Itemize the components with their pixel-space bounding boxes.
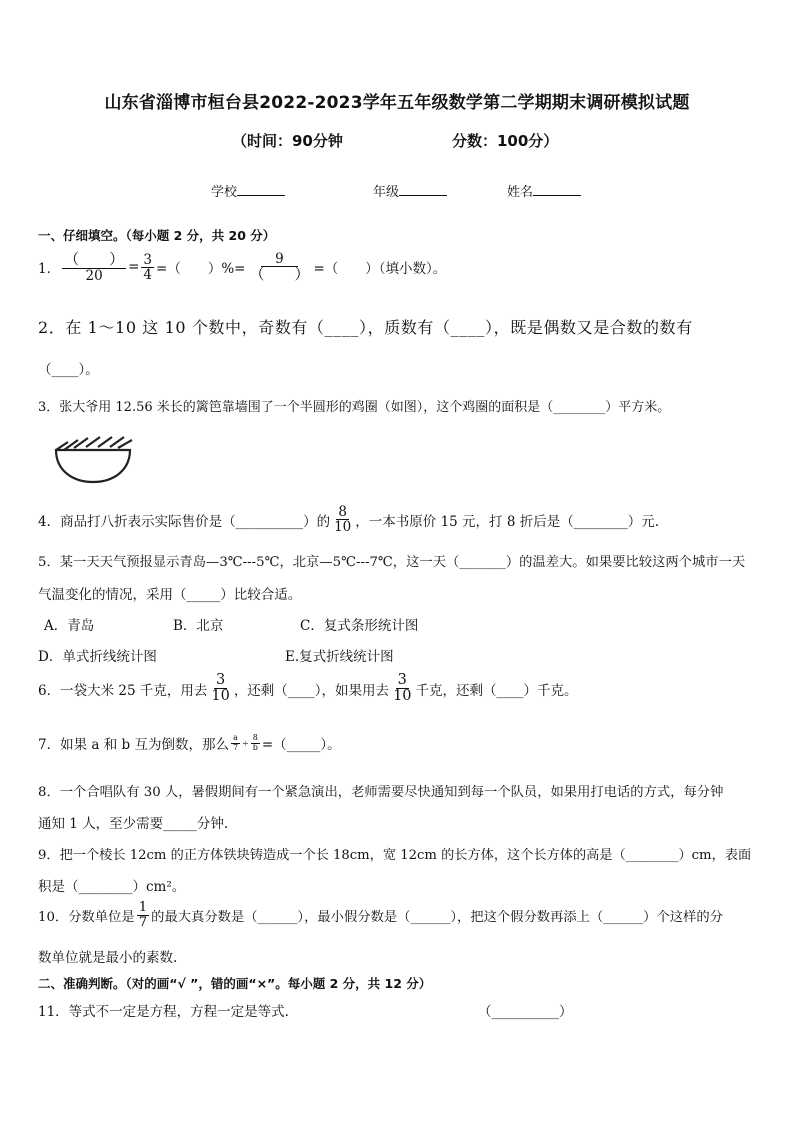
name-blank[interactable] xyxy=(533,183,581,196)
school-field xyxy=(211,181,285,200)
q1-den-1: 20 xyxy=(85,267,103,284)
q1-fraction-3: $\frac{9}{( )}$ xyxy=(249,251,310,284)
question-10: 10．分数单位是 $\frac{1}{7}$ 的最大真分数是（______），最小假分数是（______），把这个假分数再添上（______）个这样的分 xyxy=(38,900,723,930)
question-1 xyxy=(38,252,446,283)
grade-label: 年级 xyxy=(373,185,400,200)
q5-option-b[interactable]: B．北京 xyxy=(173,618,224,634)
q1-equals: = xyxy=(128,259,140,276)
q1-blank-numerator[interactable]: （ ） xyxy=(64,250,125,268)
name-field xyxy=(507,181,581,200)
q5-option-c[interactable]: C．复式条形统计图 xyxy=(300,618,419,634)
question-5-line-2: 气温变化的情况，采用（_____）比较合适。 xyxy=(38,587,302,603)
q5-option-e[interactable]: E.复式折线统计图 xyxy=(285,649,394,665)
question-10-line-2: 数单位就是最小的素数. xyxy=(38,950,178,966)
exam-time: （时间：90分钟 xyxy=(232,132,343,150)
section-2-heading: 二、准确判断。（对的画“√ ”，错的画“×”。每小题 2 分，共 12 分） xyxy=(38,976,432,991)
semicircle-pen-figure xyxy=(52,428,134,486)
school-blank[interactable] xyxy=(237,183,285,196)
q5-option-a[interactable]: A．青岛 xyxy=(44,618,95,634)
question-3: 3．张大爷用 12.56 米长的篱笆靠墙围了一个半圆形的鸡圈（如图），这个鸡圈的面积是（________）平方米。 xyxy=(38,400,671,415)
name-label: 姓名 xyxy=(507,185,534,200)
question-8-line-1: 8．一个合唱队有 30 人，暑假期间有一个紧急演出，老师需要尽快通知到每一个队员，如果用打电话的方式，每分钟 xyxy=(38,785,724,800)
grade-blank[interactable] xyxy=(399,183,447,196)
exam-score: 分数：100分） xyxy=(452,132,559,150)
q10-fraction: $\frac{1}{7}$ xyxy=(138,900,148,930)
question-2-line-1: 2．在 1～10 这 10 个数中，奇数有（____），质数有（____），既是偶数又是合数的数有 xyxy=(38,318,693,337)
q1-tail: =（ ）（填小数）。 xyxy=(313,261,447,278)
question-8-line-2: 通知 1 人，至少需要_____分钟. xyxy=(38,816,229,832)
q1-number: 1． xyxy=(38,261,61,278)
q4-fraction: $\frac{8}{10}$ xyxy=(334,504,352,536)
question-6: 6．一袋大米 25 千克，用去 $\frac{3}{10}$ ，还剩（____），如果用去 $\frac{3}{10}$ 千克，还剩（____）千克。 xyxy=(38,672,578,705)
question-5-line-1: 5．某一天天气预报显示青岛—3℃---5℃，北京—5℃---7℃，这一天（_______）的温差大。如果要比较这两个城市一天 xyxy=(38,555,746,570)
q6-fraction-2: $\frac{3}{10}$ xyxy=(393,672,412,705)
question-11: 11．等式不一定是方程，方程一定是等式. xyxy=(38,1004,289,1020)
q11-answer-blank[interactable]: （__________） xyxy=(478,1004,573,1020)
q1-middle: =（ ）%= xyxy=(156,261,246,278)
section-1-heading: 一、仔细填空。（每小题 2 分，共 20 分） xyxy=(38,228,276,243)
school-label: 学校 xyxy=(211,185,238,200)
grade-field xyxy=(373,181,447,200)
question-7: 7．如果 a 和 b 互为倒数，那么 $\frac{a}{7}$ ÷ $\frac{8}{b}$ =（_____）。 xyxy=(38,733,341,753)
page-title: 山东省淄博市桓台县2022-2023学年五年级数学第二学期期末调研模拟试题 xyxy=(104,93,690,113)
q7-fraction-1: $\frac{a}{7}$ xyxy=(232,733,239,752)
question-9-line-1: 9．把一个棱长 12cm 的正方体铁块铸造成一个长 18cm，宽 12cm 的长方体，这个长方体的高是（________）cm，表面 xyxy=(38,848,752,863)
q6-fraction-1: $\frac{3}{10}$ xyxy=(211,672,230,705)
q1-fraction-1 xyxy=(62,252,126,283)
q1-blank-denominator[interactable]: （ ） xyxy=(249,265,310,284)
question-2-line-2: （____）。 xyxy=(38,362,99,378)
question-4: 4．商品打八折表示实际售价是（__________）的 $\frac{8}{10}$ ，一本书原价 15 元，打 8 折后是（________）元. xyxy=(38,504,660,536)
q7-fraction-2: $\frac{8}{b}$ xyxy=(252,733,258,752)
q5-option-d[interactable]: D．单式折线统计图 xyxy=(38,649,157,665)
q1-fraction-2: $\frac{3}{4}$ xyxy=(143,251,153,283)
question-9-line-2: 积是（________）cm²。 xyxy=(38,879,186,895)
